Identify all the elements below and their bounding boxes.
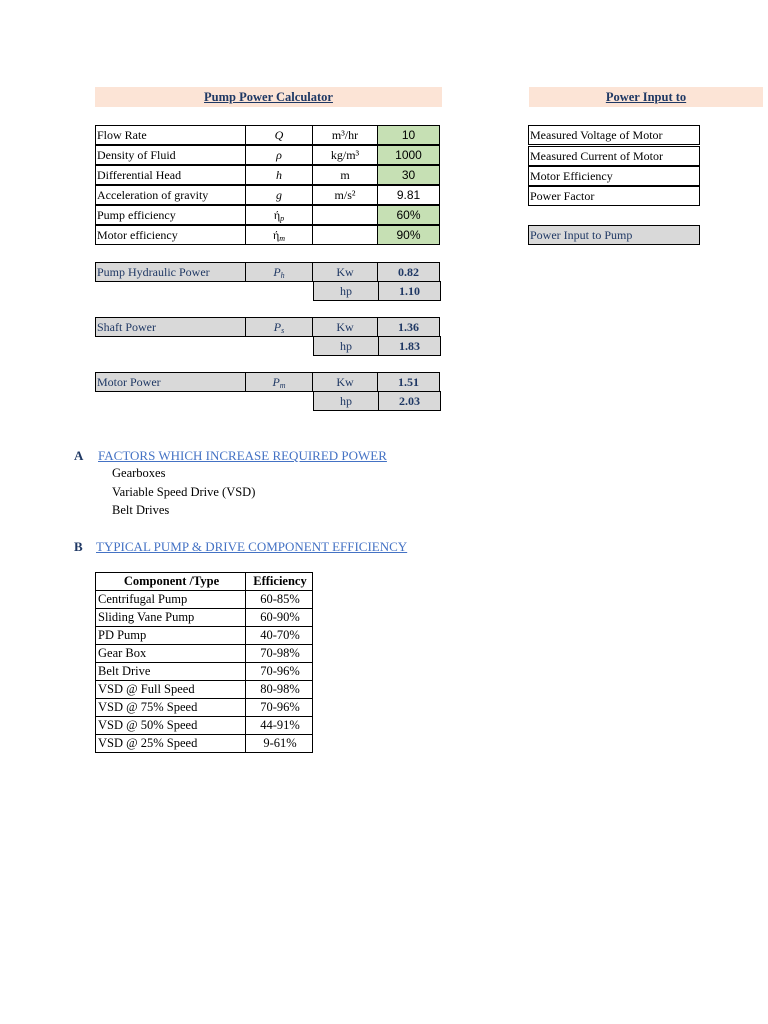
input-row bbox=[95, 185, 440, 205]
component-cell: Centrifugal Pump bbox=[96, 591, 246, 609]
factor-item: Variable Speed Drive (VSD) bbox=[112, 485, 256, 499]
section-a-title: FACTORS WHICH INCREASE REQUIRED POWER bbox=[98, 448, 387, 463]
input-label: Motor efficiency bbox=[95, 225, 246, 245]
input-symbol: h bbox=[245, 165, 313, 185]
input-unit: kg/m³ bbox=[312, 145, 378, 165]
input-row bbox=[95, 125, 440, 145]
result-symbol bbox=[245, 262, 313, 282]
power-input-title: Power Input to bbox=[529, 87, 763, 107]
table-row bbox=[96, 699, 313, 717]
input-label: Pump efficiency bbox=[95, 205, 246, 225]
input-unit bbox=[312, 225, 378, 245]
component-cell: VSD @ Full Speed bbox=[96, 681, 246, 699]
section-b-letter: B bbox=[74, 539, 83, 554]
table-row bbox=[96, 681, 313, 699]
result-symbol bbox=[245, 372, 313, 392]
result-row-shaft-hp bbox=[313, 336, 441, 356]
calculator-title: Pump Power Calculator bbox=[95, 87, 442, 107]
input-label: Differential Head bbox=[95, 165, 246, 185]
efficiency-cell: 44-91% bbox=[246, 717, 313, 735]
input-row bbox=[95, 205, 440, 225]
result-unit-hp: hp bbox=[313, 281, 379, 301]
result-value-kw: 0.82 bbox=[377, 262, 440, 282]
efficiency-cell: 60-90% bbox=[246, 609, 313, 627]
table-row bbox=[96, 717, 313, 735]
efficiency-cell: 70-96% bbox=[246, 663, 313, 681]
right-input-row: Motor Efficiency bbox=[528, 166, 700, 186]
result-row-hydraulic bbox=[95, 262, 440, 282]
symbol-sub: s bbox=[281, 326, 285, 335]
symbol-main: ή bbox=[272, 228, 280, 242]
input-symbol: g bbox=[245, 185, 313, 205]
symbol-main: ή bbox=[273, 208, 281, 222]
component-cell: Gear Box bbox=[96, 645, 246, 663]
efficiency-cell: 70-98% bbox=[246, 645, 313, 663]
input-label: Flow Rate bbox=[95, 125, 246, 145]
input-symbol bbox=[245, 225, 313, 245]
input-unit: m³/hr bbox=[312, 125, 378, 145]
input-row bbox=[95, 225, 440, 245]
right-result-row: Power Input to Pump bbox=[528, 225, 700, 245]
input-unit: m/s² bbox=[312, 185, 378, 205]
table-row bbox=[96, 663, 313, 681]
result-row-motor-hp bbox=[313, 391, 441, 411]
efficiency-cell: 70-96% bbox=[246, 699, 313, 717]
result-unit-hp: hp bbox=[313, 336, 379, 356]
column-header: Component /Type bbox=[96, 573, 246, 591]
component-cell: Belt Drive bbox=[96, 663, 246, 681]
result-unit-hp: hp bbox=[313, 391, 379, 411]
column-header: Efficiency bbox=[246, 573, 313, 591]
input-symbol: ρ bbox=[245, 145, 313, 165]
section-a-letter: A bbox=[74, 448, 84, 463]
result-label: Pump Hydraulic Power bbox=[95, 262, 246, 282]
result-row-motor bbox=[95, 372, 440, 392]
input-label: Density of Fluid bbox=[95, 145, 246, 165]
input-row bbox=[95, 145, 440, 165]
symbol-main: P bbox=[272, 375, 280, 389]
input-unit bbox=[312, 205, 378, 225]
result-unit-kw: Kw bbox=[312, 262, 378, 282]
right-input-row: Measured Current of Motor bbox=[528, 146, 700, 166]
result-label: Shaft Power bbox=[95, 317, 246, 337]
factor-item: Gearboxes bbox=[112, 466, 166, 480]
table-row bbox=[96, 645, 313, 663]
efficiency-cell: 60-85% bbox=[246, 591, 313, 609]
result-value-kw: 1.51 bbox=[377, 372, 440, 392]
right-input-row: Measured Voltage of Motor bbox=[528, 125, 700, 145]
input-label: Acceleration of gravity bbox=[95, 185, 246, 205]
symbol-sub: p bbox=[280, 214, 285, 223]
component-cell: Sliding Vane Pump bbox=[96, 609, 246, 627]
section-b-title: TYPICAL PUMP & DRIVE COMPONENT EFFICIENCY bbox=[96, 539, 408, 554]
result-row-shaft bbox=[95, 317, 440, 337]
input-row bbox=[95, 165, 440, 185]
input-value[interactable]: 1000 bbox=[377, 145, 440, 165]
component-cell: VSD @ 25% Speed bbox=[96, 735, 246, 753]
symbol-sub: m bbox=[279, 381, 286, 390]
component-cell: PD Pump bbox=[96, 627, 246, 645]
table-row bbox=[96, 609, 313, 627]
efficiency-cell: 80-98% bbox=[246, 681, 313, 699]
result-row-hydraulic-hp bbox=[313, 281, 441, 301]
input-value[interactable]: 90% bbox=[377, 225, 440, 245]
input-value[interactable]: 60% bbox=[377, 205, 440, 225]
table-header-row bbox=[96, 573, 313, 591]
symbol-sub: h bbox=[280, 271, 285, 280]
input-symbol: Q bbox=[245, 125, 313, 145]
symbol-sub: m bbox=[279, 234, 286, 243]
right-input-row: Power Factor bbox=[528, 186, 700, 206]
efficiency-cell: 9-61% bbox=[246, 735, 313, 753]
input-symbol bbox=[245, 205, 313, 225]
table-row bbox=[96, 735, 313, 753]
efficiency-cell: 40-70% bbox=[246, 627, 313, 645]
input-value[interactable]: 30 bbox=[377, 165, 440, 185]
table-row bbox=[96, 627, 313, 645]
symbol-main: P bbox=[273, 265, 281, 279]
table-row bbox=[96, 591, 313, 609]
symbol-main: P bbox=[273, 320, 282, 334]
result-value-hp: 2.03 bbox=[378, 391, 441, 411]
result-symbol bbox=[245, 317, 313, 337]
result-value-hp: 1.10 bbox=[378, 281, 441, 301]
result-value-hp: 1.83 bbox=[378, 336, 441, 356]
efficiency-table bbox=[95, 572, 313, 753]
result-unit-kw: Kw bbox=[312, 372, 378, 392]
component-cell: VSD @ 75% Speed bbox=[96, 699, 246, 717]
input-value: 9.81 bbox=[377, 185, 440, 205]
component-cell: VSD @ 50% Speed bbox=[96, 717, 246, 735]
input-value[interactable]: 10 bbox=[377, 125, 440, 145]
input-unit: m bbox=[312, 165, 378, 185]
result-unit-kw: Kw bbox=[312, 317, 378, 337]
result-label: Motor Power bbox=[95, 372, 246, 392]
factor-item: Belt Drives bbox=[112, 503, 170, 517]
result-value-kw: 1.36 bbox=[377, 317, 440, 337]
